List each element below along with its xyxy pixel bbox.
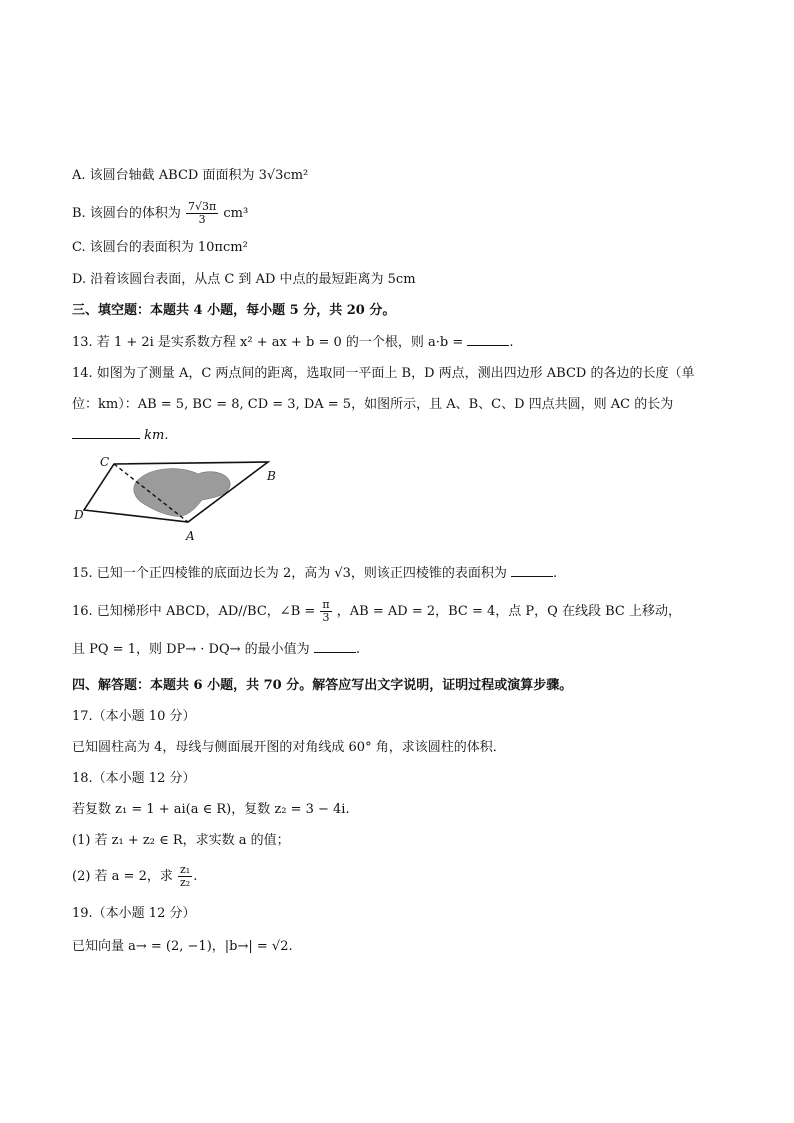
- question-15: [72, 564, 557, 583]
- question-18-part-1: (1) 若 z₁ + z₂ ∈ R，求实数 a 的值；: [72, 833, 290, 848]
- question-18-text: 若复数 z₁ = 1 + ai(a ∈ R)，复数 z₂ = 3 − 4i.: [72, 802, 350, 817]
- question-13: [72, 333, 514, 352]
- section-3-heading: 三、填空题：本题共 4 小题，每小题 5 分，共 20 分。: [72, 303, 396, 318]
- z-denominator: z₂: [180, 876, 191, 889]
- z-fraction: [178, 864, 192, 889]
- question-14-line-2: 位：km）：AB = 5, BC = 8, CD = 3, DA = 5，如图所示，且 A、B、C、D 四点共圆，则 AC 的长为: [72, 397, 674, 412]
- question-15-text: 15. 已知一个正四棱锥的底面边长为 2，高为 √3，则该正四棱锥的表面积为: [72, 566, 507, 581]
- question-16-text-a: 16. 已知梯形中 ABCD，AD//BC，∠B =: [72, 604, 316, 619]
- section-4-heading: 四、解答题：本题共 6 小题，共 70 分。解答应写出文字说明，证明过程或演算步骤。: [72, 678, 573, 693]
- z-numerator: z₁: [180, 863, 191, 876]
- question-16-text-c: 且 PQ = 1，则 DP→ · DQ→ 的最小值为: [72, 642, 310, 657]
- question-14-line-1: 14. 如图为了测量 A，C 两点间的距离，选取同一平面上 B，D 两点，测出四边形 ABCD 的各边的长度（单: [72, 366, 695, 381]
- question-16-line-2: [72, 640, 360, 659]
- question-16-line-1: [72, 599, 681, 624]
- vertex-label-b: B: [267, 469, 276, 483]
- question-14-line-3: [72, 426, 168, 445]
- angle-fraction: [320, 599, 331, 624]
- question-19-text: 已知向量 a→ = (2, −1)，|b→| = √2.: [72, 939, 293, 954]
- question-18-part-2-text: (2) 若 a = 2，求: [72, 869, 173, 884]
- vertex-label-d: D: [74, 508, 84, 522]
- quadrilateral-figure: [70, 452, 290, 544]
- question-13-blank[interactable]: [467, 333, 509, 346]
- lake-shape: [134, 469, 230, 517]
- question-18-part-2: [72, 864, 197, 889]
- question-17-header: 17.（本小题 10 分）: [72, 709, 196, 724]
- question-15-blank[interactable]: [511, 564, 553, 577]
- option-d: D. 沿着该圆台表面，从点 C 到 AD 中点的最短距离为 5cm: [72, 272, 416, 287]
- question-16-end: .: [355, 642, 360, 657]
- question-17-text: 已知圆柱高为 4，母线与侧面展开图的对角线成 60° 角，求该圆柱的体积．: [72, 740, 506, 755]
- option-c: C. 该圆台的表面积为 10πcm²: [72, 240, 248, 255]
- question-14-blank[interactable]: [72, 426, 140, 439]
- option-a: A. 该圆台轴截 ABCD 面面积为 3√3cm²: [72, 168, 309, 183]
- question-13-text: 13. 若 1 + 2i 是实系数方程 x² + ax + b = 0 的一个根，则 a·b =: [72, 335, 464, 350]
- question-13-end: .: [509, 335, 514, 350]
- question-14-unit: km.: [144, 428, 169, 443]
- question-18-part-2-end: .: [193, 869, 198, 884]
- option-b-numerator: 7√3π: [187, 200, 217, 213]
- question-19-header: 19.（本小题 12 分）: [72, 906, 196, 921]
- option-b-label: B. 该圆台的体积为: [72, 206, 181, 221]
- question-16-blank[interactable]: [314, 640, 356, 653]
- angle-numerator: π: [322, 598, 330, 611]
- question-18-header: 18.（本小题 12 分）: [72, 771, 196, 786]
- option-b-denominator: 3: [198, 213, 206, 226]
- vertex-label-c: C: [100, 455, 110, 469]
- vertex-label-a: A: [186, 529, 195, 543]
- option-b-unit: cm³: [223, 206, 249, 221]
- option-b-fraction: [186, 201, 218, 226]
- question-16-text-b: ，AB = AD = 2，BC = 4，点 P，Q 在线段 BC 上移动，: [336, 604, 681, 619]
- option-b: [72, 201, 248, 226]
- angle-denominator: 3: [322, 611, 330, 624]
- question-15-end: .: [553, 566, 558, 581]
